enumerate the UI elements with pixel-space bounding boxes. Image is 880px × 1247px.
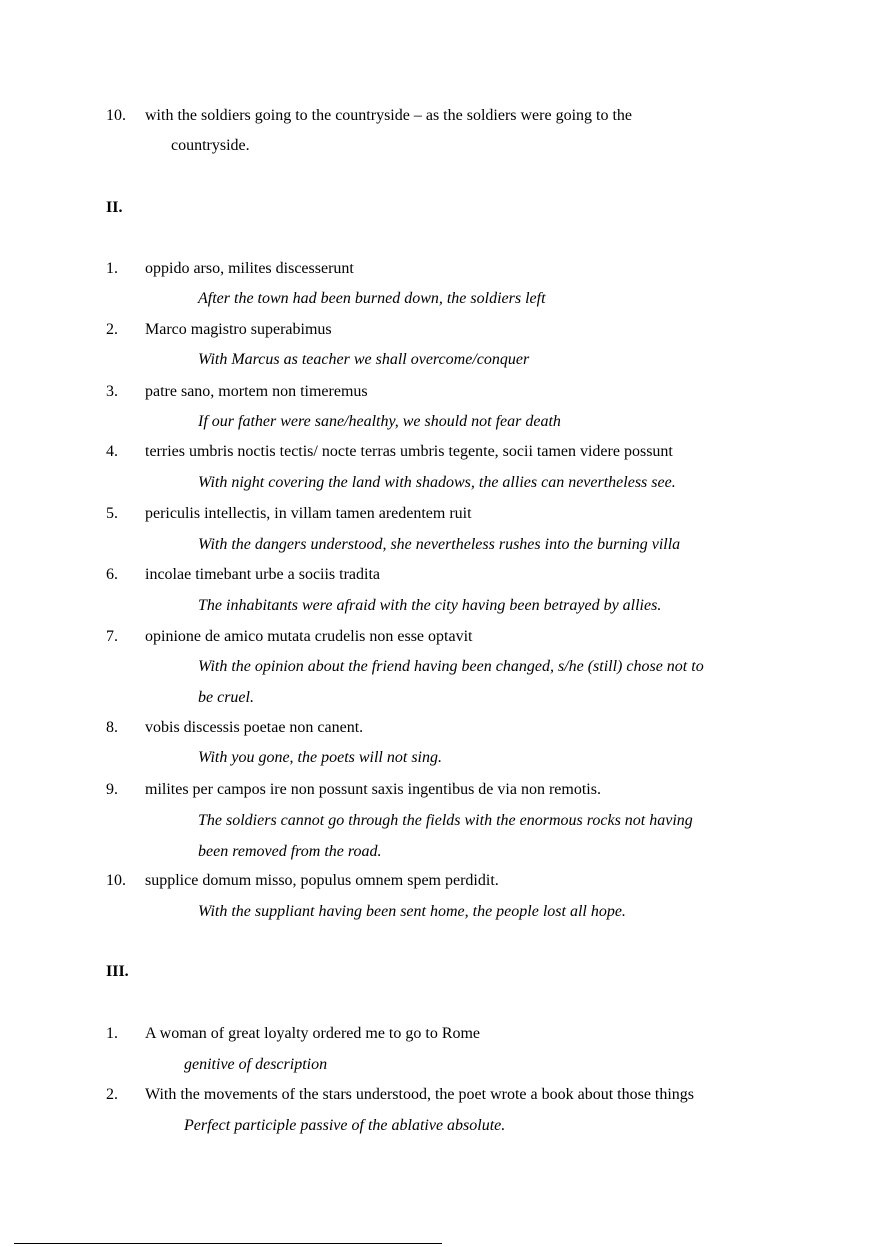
item-number: 10. bbox=[106, 872, 126, 889]
item-number: 8. bbox=[106, 719, 118, 736]
item-number: 7. bbox=[106, 628, 118, 645]
item-number: 9. bbox=[106, 781, 118, 798]
latin-sentence: opinione de amico mutata crudelis non esse optavit bbox=[145, 628, 473, 645]
item-number: 6. bbox=[106, 566, 118, 583]
section-heading: II. bbox=[106, 199, 123, 216]
translation: With Marcus as teacher we shall overcome/conquer bbox=[198, 351, 530, 368]
item-number: 3. bbox=[106, 383, 118, 400]
english-sentence: A woman of great loyalty ordered me to go to Rome bbox=[145, 1025, 481, 1042]
english-sentence: With the movements of the stars understood, the poet wrote a book about those things bbox=[145, 1086, 695, 1103]
translation: With you gone, the poets will not sing. bbox=[198, 749, 442, 766]
intro-item-line: countryside. bbox=[171, 137, 250, 154]
translation: been removed from the road. bbox=[198, 843, 382, 860]
translation: be cruel. bbox=[198, 689, 254, 706]
latin-sentence: supplice domum misso, populus omnem spem perdidit. bbox=[145, 872, 499, 889]
item-number: 1. bbox=[106, 1025, 118, 1042]
section-heading: III. bbox=[106, 963, 129, 980]
translation: With the dangers understood, she nevertheless rushes into the burning villa bbox=[198, 536, 681, 553]
latin-sentence: incolae timebant urbe a sociis tradita bbox=[145, 566, 381, 583]
item-number: 2. bbox=[106, 321, 118, 338]
grammar-note: Perfect participle passive of the ablative absolute. bbox=[184, 1117, 506, 1134]
translation: With the suppliant having been sent home, the people lost all hope. bbox=[198, 903, 626, 920]
latin-sentence: Marco magistro superabimus bbox=[145, 321, 332, 338]
intro-item-number: 10. bbox=[106, 107, 126, 124]
translation: The inhabitants were afraid with the city having been betrayed by allies. bbox=[198, 597, 662, 614]
grammar-note: genitive of description bbox=[184, 1056, 328, 1073]
footnote-separator bbox=[14, 1243, 442, 1244]
translation: With night covering the land with shadows, the allies can nevertheless see. bbox=[198, 474, 676, 491]
latin-sentence: vobis discessis poetae non canent. bbox=[145, 719, 364, 736]
latin-sentence: patre sano, mortem non timeremus bbox=[145, 383, 368, 400]
translation: After the town had been burned down, the soldiers left bbox=[198, 290, 546, 307]
latin-sentence: periculis intellectis, in villam tamen aredentem ruit bbox=[145, 505, 472, 522]
latin-sentence: milites per campos ire non possunt saxis ingentibus de via non remotis. bbox=[145, 781, 601, 798]
translation: With the opinion about the friend having been changed, s/he (still) chose not to bbox=[198, 658, 704, 675]
intro-item-line: with the soldiers going to the countryside – as the soldiers were going to the bbox=[145, 107, 633, 124]
latin-sentence: terries umbris noctis tectis/ nocte terras umbris tegente, socii tamen videre possunt bbox=[145, 443, 673, 460]
item-number: 4. bbox=[106, 443, 118, 460]
item-number: 5. bbox=[106, 505, 118, 522]
item-number: 1. bbox=[106, 260, 118, 277]
item-number: 2. bbox=[106, 1086, 118, 1103]
translation: If our father were sane/healthy, we should not fear death bbox=[198, 413, 561, 430]
latin-sentence: oppido arso, milites discesserunt bbox=[145, 260, 354, 277]
translation: The soldiers cannot go through the fields with the enormous rocks not having bbox=[198, 812, 693, 829]
